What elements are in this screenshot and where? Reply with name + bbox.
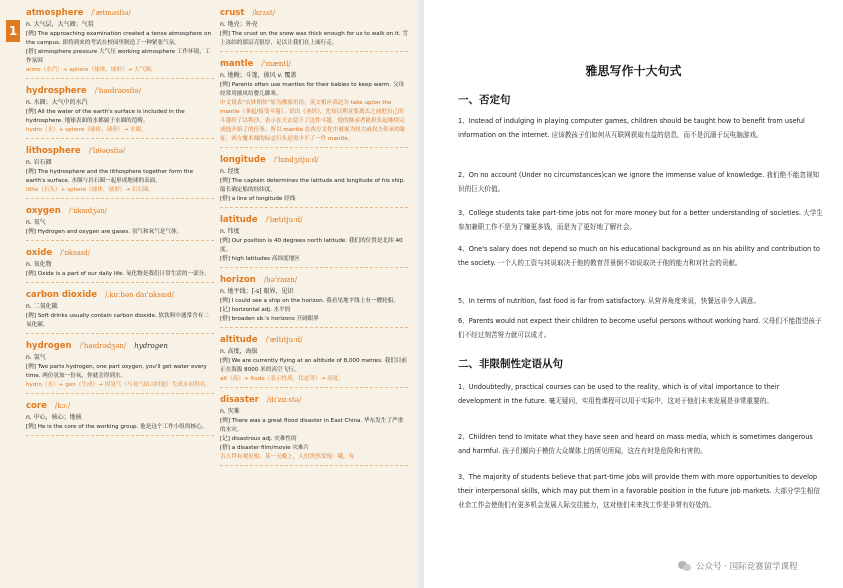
headword: latitude [220,215,258,225]
footer-text: 公众号 · 国际竞赛留学课程 [696,562,798,572]
headword: oxygen [26,206,61,216]
paragraph: 4、One's salary does not depend so much on his educational background as on his ability and contribution to the society. 一个人的工资与其说取决于他的教育背景倒不如说取决于他的能力和对社会的贡献。 [458,245,820,267]
part-of-speech: n. 中心，核心；地核 [26,414,82,421]
etymology-note: hydro（水）+ gen（生成）→ 因氢气（与氧气结合时能）生成水而得名。 [26,382,211,388]
example-line: [搭] high latitudes 高纬度地区 [220,256,300,262]
phonetic: /'lætɪtjuːd/ [265,216,303,224]
phonetic: /'haɪdrəʊsfɪə/ [94,87,142,95]
etymology-note: litho（石头）+ sphere（球体，球形）→ 岩石圈。 [26,187,155,193]
part-of-speech: n. 水圈；大气中的水汽 [26,99,88,106]
part-of-speech: n. 岩石圈 [26,159,52,166]
part-of-speech: n. 大气层，大气圈；气氛 [26,21,94,28]
entry-divider [220,387,408,388]
dictionary-entry [220,213,408,268]
entry-headword-row [26,339,214,353]
dictionary-entry [220,57,408,148]
section-heading-negative: 一、否定句 [458,94,511,106]
headword: core [26,401,47,411]
dictionary-entry [220,333,408,388]
dictionary-entry [26,204,214,241]
entry-headword-row [220,213,408,227]
culture-note: 古人拜有观星相。某一天晚上，人们突然发现：哦，有 [220,454,355,460]
headword: oxide [26,248,53,258]
dictionary-page [0,0,418,588]
entry-headword-row [220,393,408,407]
entry-divider [26,333,214,334]
headword: hydrogen [26,341,72,351]
example-line: [搭] atmosphere pressure 大气压 working atmosphere 工作环境，工作氛围 [26,49,211,64]
part-of-speech: n. 经度 [220,168,240,175]
dictionary-entry [26,246,214,283]
entry-headword-row [26,204,214,218]
wechat-icon [678,561,691,572]
entry-divider [26,78,214,79]
entry-headword-row [26,84,214,98]
phonetic: /'haɪdrədʒən/ [79,342,127,350]
essay-page [424,0,843,588]
example-line: [例] I could see a ship on the horizon. 我看见地平线上有一艘轮船。 [220,298,399,304]
part-of-speech: n. 氧气 [26,219,46,226]
page-number-badge: 1 [6,20,20,42]
paragraph: 1、Undoubtedly, practical courses can be used to the reality, which is of vital importance to their development in the future. 毫无疑问，实用性课程可以用于实际中，这对于他们未来发展是非常重要的。 [458,383,780,405]
entry-headword-row [26,288,214,302]
example-line: [例] The hydrosphere and the lithosphere together form the earth's surface. 水圈与岩石圈一起形成地球的表面。 [26,169,194,184]
phonetic: /hə'raɪzn/ [263,276,298,284]
dictionary-entry [220,273,408,328]
entry-divider [26,282,214,283]
example-line: [例] Parents often use mantles for their babies to keep warm. 父母经常用披风给婴儿御寒。 [220,82,405,97]
dictionary-entry [26,288,214,334]
part-of-speech: n. 氧化物 [26,261,52,268]
dictionary-entry [26,6,214,79]
entry-divider [220,327,408,328]
example-line: [例] The captain determines the latitude and longitude of his ship. 船长确定船的经纬度。 [220,178,405,193]
part-of-speech: n. 二氧化碳 [26,303,58,310]
entry-headword-row [220,273,408,287]
headword: horizon [220,275,256,285]
headword: carbon dioxide [26,290,97,300]
headword: crust [220,8,245,18]
paragraph: 2、On no account (Under no circumstances)can we ignore the immense value of knowledge. 我们绝不能忽视知识的巨大价值。 [458,171,820,193]
headword: lithosphere [26,146,81,156]
dictionary-column-left [26,6,214,441]
phonetic: /'ɒksaɪd/ [60,249,90,257]
entry-divider [26,198,214,199]
example-line: [例] We are currently flying at an altitude of 8,000 metres. 我们目前正在海拔 8000 米的高空飞行。 [220,358,407,373]
example-line: [例] The approaching examination created a tense atmosphere on the campus. 即将到来的考试在校园里制造了一种紧张气氛。 [26,31,211,46]
example-line: [搭] a line of longitude 经线 [220,196,296,202]
headword: hydrosphere [26,86,87,96]
paragraph: 6、Parents would not expect their children to become useful persons without working hard. 父母们不能指望孩子们不经过刻苦努力就可以成才。 [458,317,822,339]
entry-headword-row [26,246,214,260]
entry-divider [220,207,408,208]
example-line: [例] All the water of the earth's surface is included in the hydrosphere. 地球表面的水都属于水圈的范畴。 [26,109,185,124]
entry-headword-row [26,144,214,158]
paragraph: 3、The majority of students believe that part-time jobs will provide them with more opportunities to develop their interpersonal skills, which may put them in a favorable position in the future job markets. 大部分学生相信业余工作会使他们有更多机会发展人际交往能力，这对他们未来找工作是非常有好处的。 [458,473,820,509]
entry-headword-row [26,399,214,413]
example-line: [记] horizontal adj. 水平的 [220,307,291,313]
entry-divider [26,393,214,394]
dictionary-entry [220,393,408,466]
phonetic: /ˌkɑːbən daɪ'ɒksaɪd/ [104,291,175,299]
example-line: [搭] broaden sb.'s horizons 开阔眼界 [220,316,319,322]
entry-divider [26,435,214,436]
dictionary-entry [26,144,214,199]
section-heading-clause: 二、非限制性定语从句 [458,358,563,370]
entry-headword-row [26,6,214,20]
entry-divider [220,147,408,148]
entry-headword-row [220,57,408,71]
example-line: [例] Oxide is a part of our daily life. 氧化物是我们日常生活的一部分。 [26,271,210,277]
culture-note: 中文说表“衣钵相传”原为佛家用语，英文相应表达为 take up/on the mantle（拿起/接受斗篷）。语出《圣经》，先知以利亚要离去之前把自己的斗篷给了以利沙，表示在天去留下了这件斗篷。他的继承者能担负起继续完成他开始了的任务。所以 mantle 在西方文化中被视为权力或权力传承的象征。西方魔术师的标志行头是黑少不了一件 mantle。 [220,100,406,142]
phonetic: /'ætməsfɪə/ [91,9,131,17]
example-line: [例] There was a great flood disaster in East China. 华东发生了严重的水灾。 [220,418,404,433]
entry-divider [26,138,214,139]
entry-headword-row [220,153,408,167]
part-of-speech: n. 氢气 [26,354,46,361]
entry-divider [220,465,408,466]
example-line: [例] Hydrogen and oxygen are gases. 氢气和氧气是气体。 [26,229,183,235]
phonetic: /kɔː/ [54,402,71,410]
paragraph: 5、In terms of nutrition, fast food is far from satisfactory. 从营养角度来说，快餐远非令人满意。 [458,297,760,305]
etymology-note: atmo（水汽）+ sphere（球体，球形）→ 大气圈。 [26,67,157,73]
paragraph: 1、Instead of indulging in playing computer games, children should be taught how to benefit from useful information on the internet. 应该教孩子们如何从互联网获取有益的信息，而不是沉溺于玩电脑游戏。 [458,117,805,139]
example-line: [例] Our position is 40 degrees north latitude. 我们的位置是北纬 40 度。 [220,238,403,253]
part-of-speech: n. 高度，海拔 [220,348,258,355]
headword: longitude [220,155,266,165]
etymology-note: alt（高）+ itude（表示性质、状态等）→ 高度。 [220,376,344,382]
dictionary-entry [220,153,408,208]
example-line: [例] Two parts hydrogen, one part oxygen, you'll get water every time. 两份氢加一份氧，你就会得到水。 [26,364,207,379]
paragraph: 2、Children tend to imitate what they have seen and heard on mass media, which is sometimes dangerous and harmful. 孩子们倾向于模仿大众媒体上的所见所闻，这在有时是危险和有害的。 [458,433,813,455]
essay-title: 雅思写作十大句式 [585,64,682,78]
entry-divider [220,267,408,268]
entry-divider [26,240,214,241]
example-line: [例] Soft drinks usually contain carbon dioxide. 软饮料中通常含有二氧化碳。 [26,313,209,328]
part-of-speech: n. 地壳；外壳 [220,21,258,28]
handwritten-note: hydrogen [134,342,168,350]
entry-divider [220,51,408,52]
dictionary-column-right [220,6,408,471]
dictionary-entry [26,399,214,436]
phonetic: /'lɪθəʊsfɪə/ [88,147,126,155]
entry-headword-row [220,333,408,347]
dictionary-entry [26,84,214,139]
headword: atmosphere [26,8,84,18]
headword: mantle [220,59,254,69]
part-of-speech: n. 地平线；[-s] 眼界，见识 [220,288,294,295]
dictionary-entry [220,6,408,52]
phonetic: /'lɒndʒɪtjuːd/ [273,156,319,164]
dictionary-entry [26,339,214,394]
headword: altitude [220,335,258,345]
example-line: [记] disastrous adj. 灾难性的 [220,436,297,442]
phonetic: /'mæntl/ [261,60,291,68]
part-of-speech: n. 灾难 [220,408,240,415]
example-line: [搭] a disaster film/movie 灾难片 [220,445,310,451]
entry-headword-row [220,6,408,20]
paragraph: 3、College students take part-time jobs not for more money but for a better understanding of societies. 大学生参加兼职工作不是为了赚更多钱，而是为了更好地了解社会。 [458,209,823,231]
etymology-note: hydro（水）+ sphere（球体，球形）→ 水圈。 [26,127,147,133]
part-of-speech: n. 纬度 [220,228,240,235]
footer-watermark [678,560,798,572]
example-line: [例] The crust on the snow was thick enough for us to walk on it. 雪上冻结的那层壳很厚，足以让我们在上面行走。 [220,31,408,46]
phonetic: /'æltɪtjuːd/ [265,336,303,344]
phonetic: /'ɒksɪdʒən/ [68,207,108,215]
phonetic: /krʌst/ [252,9,276,17]
example-line: [例] He is the core of the working group. 他是这个工作小组的核心。 [26,424,208,430]
headword: disaster [220,395,259,405]
part-of-speech: n. 地幔；斗篷，披风 v. 覆盖 [220,72,297,79]
phonetic: /dɪ'zɑːstə/ [266,396,302,404]
